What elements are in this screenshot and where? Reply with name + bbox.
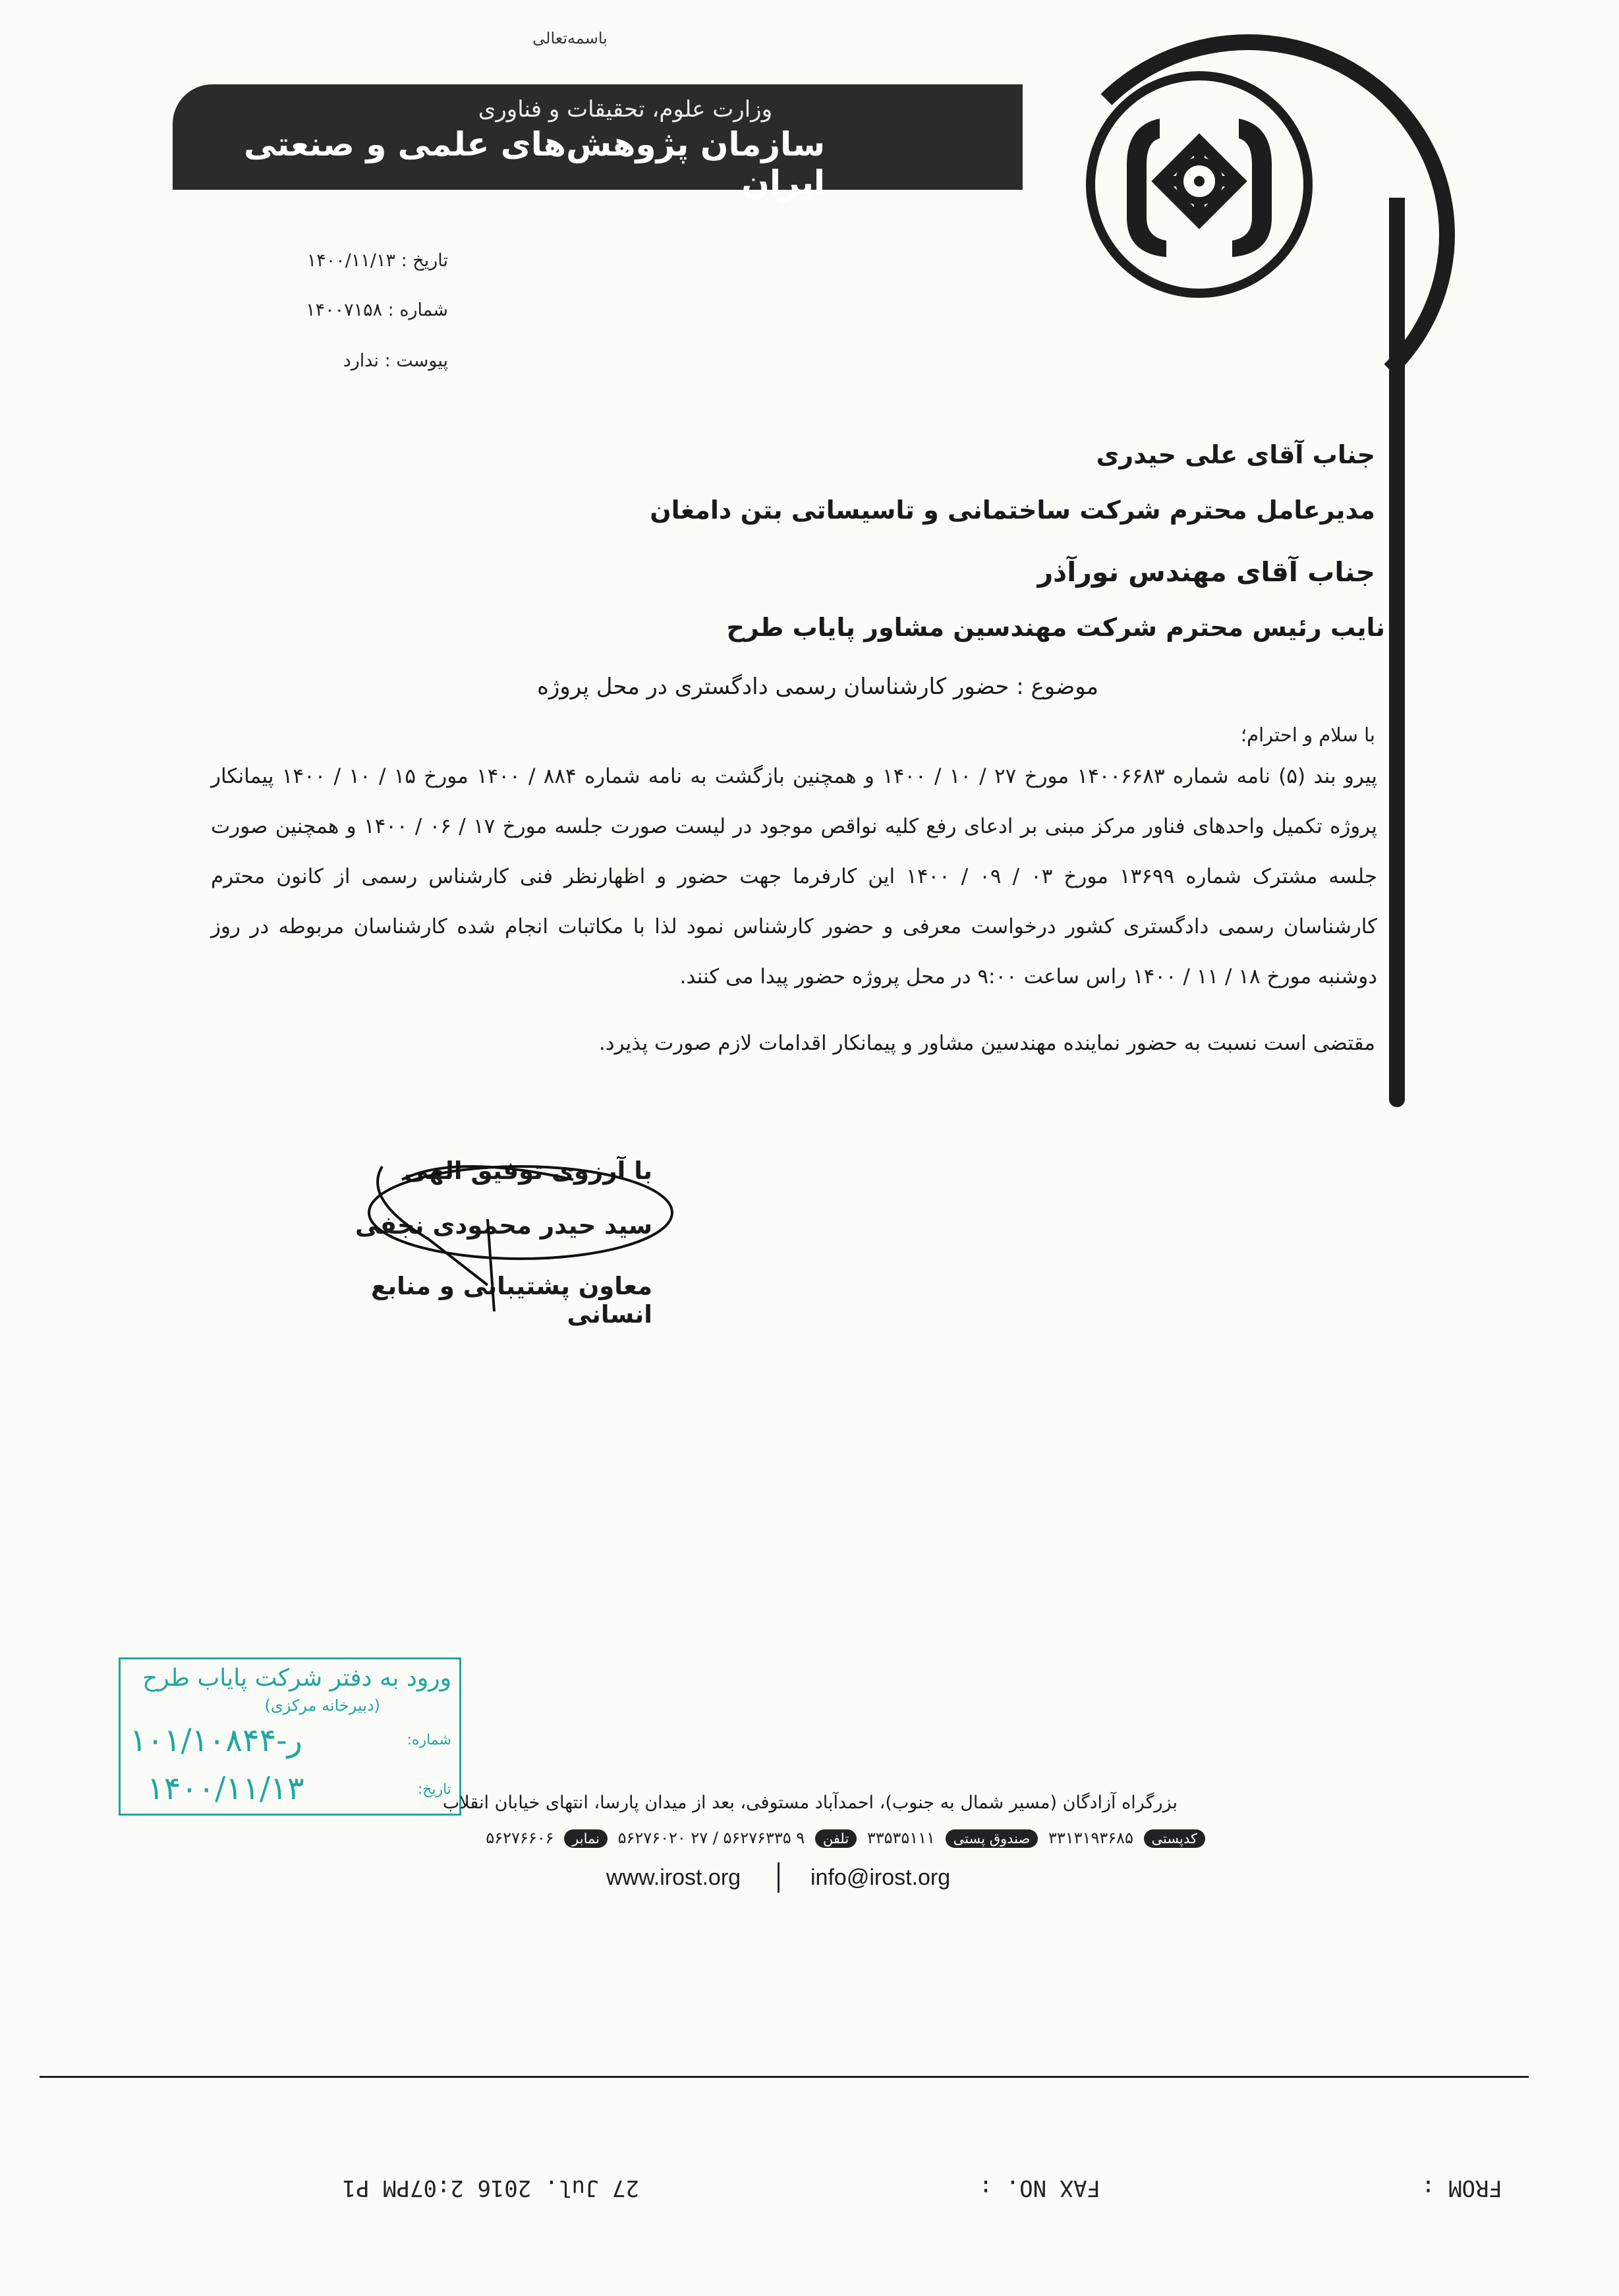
recipient-2-name: جناب آقای مهندس نورآذر: [1037, 556, 1375, 588]
po-box-label: صندوق پستی: [946, 1829, 1038, 1848]
phone-label: تلفن: [815, 1829, 857, 1848]
stamp-title: ورود به دفتر شرکت پایاب طرح: [142, 1665, 451, 1692]
po-box: ۳۳۵۳۵۱۱۱: [866, 1829, 935, 1847]
fax-number-field: FAX NO. :: [979, 2175, 1100, 2201]
recipient-2-title: نایب رئیس محترم شرکت مهندسین مشاور پایاب طرح: [726, 613, 1385, 642]
bismillah-text: باسمه‌تعالی: [532, 29, 608, 47]
fax-number: ۵۶۲۷۶۶۰۶: [486, 1829, 554, 1847]
postal-code-label: کدپستی: [1144, 1829, 1205, 1848]
signer-name: سید حیدر محمودی نجفی: [355, 1211, 652, 1240]
footer-address: بزرگراه آزادگان (مسیر شمال به جنوب)، احمدآباد مستوفی، بعد از میدان پارسا، انتهای خیابان انقلاب: [442, 1793, 1178, 1813]
letterhead-band: [173, 84, 1023, 202]
organization-name: سازمان پژوهش‌های علمی و صنعتی ایران: [243, 125, 825, 202]
body-closing-line: مقتضی است نسبت به حضور نماینده مهندسین مشاور و پیمانکار اقدامات لازم صورت پذیرد.: [598, 1031, 1375, 1055]
received-stamp: [119, 1657, 461, 1816]
ministry-name: وزارت علوم، تحقیقات و فناوری: [478, 96, 772, 123]
letter-date: تاریخ : ۱۴۰۰/۱۱/۱۳: [306, 250, 448, 271]
salutation: با سلام و احترام؛: [1240, 724, 1375, 746]
fax-label: نمابر: [564, 1829, 608, 1848]
email-link[interactable]: info@irost.org: [810, 1865, 951, 1890]
signer-title: معاون پشتیبانی و منابع انسانی: [370, 1272, 652, 1329]
recipient-1-name: جناب آقای علی حیدری: [1096, 440, 1375, 469]
fax-from: FROM :: [1421, 2175, 1502, 2201]
signature-block: [323, 1140, 692, 1338]
website-link[interactable]: www.irost.org: [606, 1865, 741, 1890]
stamp-number-label: شماره:: [407, 1732, 451, 1748]
phone-number: ۹ ۵۶۲۷۶۳۳۵ / ۲۷ ۵۶۲۷۶۰۲۰: [617, 1829, 805, 1847]
page-bottom-rule: [40, 2076, 1529, 2078]
stamp-subtitle: (دبیرخانه مرکزی): [264, 1696, 380, 1715]
letter-subject: موضوع : حضور کارشناسان رسمی دادگستری در محل پروژه: [537, 674, 1098, 700]
stamp-number: ۱۰۱/ر-۱۰۸۴۴: [130, 1722, 302, 1759]
footer-divider: [778, 1862, 780, 1893]
letter-number: شماره : ۱۴۰۰۷۱۵۸: [306, 300, 448, 320]
stamp-date: ۱۴۰۰/۱۱/۱۳: [147, 1770, 304, 1807]
fax-transmission-header: [152, 2162, 1509, 2201]
organization-logo-icon: [1081, 66, 1318, 303]
footer-contacts: [486, 1829, 1210, 1847]
letterhead-frame-line: [1389, 198, 1405, 1107]
stamp-date-label: تاریخ:: [417, 1781, 451, 1798]
postal-code: ۳۳۱۳۱۹۳۶۸۵: [1048, 1829, 1133, 1847]
fax-datetime: 27 Jul. 2016 2:07PM P1: [342, 2175, 639, 2201]
recipient-1-title: مدیرعامل محترم شرکت ساختمانی و تاسیساتی بتن دامغان: [650, 496, 1375, 525]
handwritten-signature-icon: [323, 1140, 692, 1338]
body-paragraph: پیرو بند (۵) نامه شماره ۱۴۰۰۶۶۸۳ مورخ ۲۷ / ۱۰ / ۱۴۰۰ و همچنین بازگشت به نامه شماره ۸۸۴ / ۱۴۰۰ مورخ ۱۵ / ۱۰ / ۱۴۰۰ پیمانکار پروژه تکمیل واحدهای فناور مرکز مبنی بر ادعای رفع کلیه نواقص موجود در لیست صورت جلسه مورخ ۱۷ / ۰۶ / ۱۴۰۰ و همچنین صورت جلسه مشترک شماره ۱۳۶۹۹ مورخ ۰۳ / ۰۹ / ۱۴۰۰ این کارفرما جهت حضور و اظهارنظر فنی کارشناس رسمی از کانون محترم کارشناسان رسمی دادگستری کشور درخواست معرفی و حضور کارشناس نمود لذا با مکاتبات انجام شده کارشناسان مربوطه در روز دوشنبه مورخ ۱۸ / ۱۱ / ۱۴۰۰ راس ساعت ۹:۰۰ در محل پروژه حضور پیدا می کنند.: [211, 764, 1378, 989]
letter-attachment: پیوست : ندارد: [343, 351, 448, 371]
closing-phrase: با آرزوی توفیق الهی: [404, 1157, 652, 1185]
